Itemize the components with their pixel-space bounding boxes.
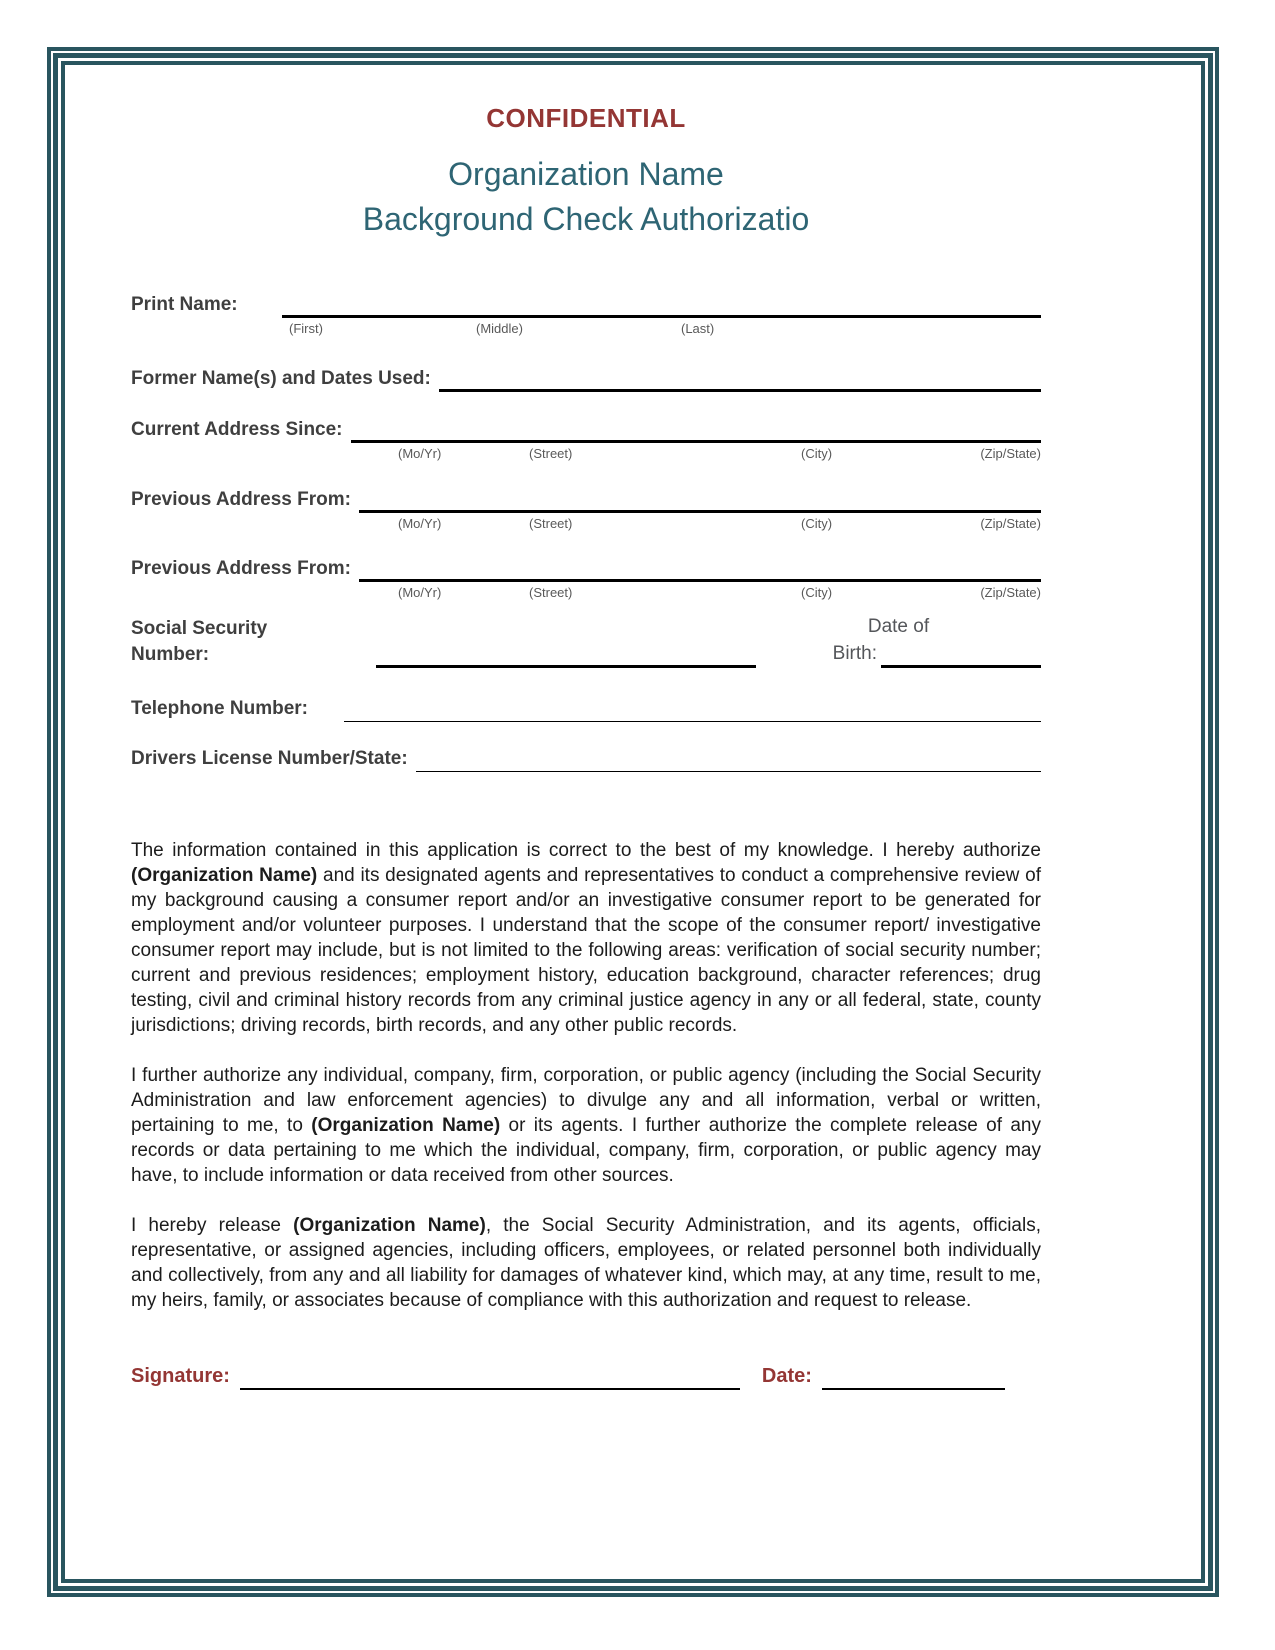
field-drivers-license — [131, 746, 1041, 772]
previous-address-1-line — [359, 487, 1041, 513]
page-border-middle — [53, 53, 1213, 1591]
dob-line — [881, 640, 1041, 668]
page-border-inner — [61, 61, 1205, 1583]
field-telephone — [131, 696, 1041, 722]
document-title — [131, 152, 1041, 242]
field-former-names — [131, 366, 1041, 392]
field-previous-address-1 — [131, 487, 1041, 513]
middle-sublabel: (Middle) — [476, 321, 523, 336]
authorization-text — [131, 838, 1041, 1313]
previous-address-2-line — [359, 556, 1041, 582]
signature-label: Signature: — [131, 1365, 230, 1387]
page-border-outer — [47, 47, 1219, 1597]
street-sublabel: (Street) — [529, 585, 573, 600]
former-names-line — [439, 366, 1041, 392]
previous-address-1-label: Previous Address From: — [131, 489, 351, 510]
field-ssn-dob — [131, 614, 1041, 668]
form-content — [131, 103, 1041, 1390]
signature-section — [131, 1363, 1041, 1390]
telephone-line — [344, 696, 1041, 722]
street-sublabel: (Street) — [529, 446, 573, 461]
confidential-banner: CONFIDENTIAL — [486, 103, 686, 133]
last-sublabel: (Last) — [681, 321, 715, 336]
first-sublabel: (First) — [289, 321, 323, 336]
moyr-sublabel: (Mo/Yr) — [398, 585, 442, 600]
authorization-paragraph-3: I hereby release (Organization Name), the Social Security Administration, and its agents, officials, representative, or assigned agencies, including officers, employees, or related personnel both individually and collectively, from any and all liability for damages of whatever kind, which may, at any time, result to me, my heirs, family, or associates because of compliance with this authorization and request to release. — [131, 1215, 1041, 1311]
dob-label-line2: Birth: — [832, 643, 877, 664]
previous-address-1-sublabels — [131, 513, 1041, 535]
ssn-label: Social Security Number: — [131, 618, 268, 665]
drivers-license-label: Drivers License Number/State: — [131, 748, 408, 769]
document-title-line1: Organization Name — [448, 156, 724, 192]
authorization-paragraph-1: The information contained in this application is correct to the best of my knowledge. I hereby authorize (Organization Name) and its designated agents and representatives to conduct a comprehensive review of my background causing a consumer report and/or an investigative consumer report to be generated for employment and/or volunteer purposes. I understand that the scope of the consumer report/ investigative consumer report may include, but is not limited to the following areas: verification of social security number; current and previous residences; employment history, education background, character references; drug testing, civil and criminal history records from any criminal justice agency in any or all federal, state, county jurisdictions; driving records, birth records, and any other public records. — [131, 840, 1041, 1036]
date-label: Date: — [761, 1365, 812, 1387]
moyr-sublabel: (Mo/Yr) — [398, 446, 442, 461]
field-print-name — [131, 292, 1041, 318]
current-address-line — [351, 417, 1041, 443]
zipstate-sublabel: (Zip/State) — [980, 516, 1041, 531]
field-previous-address-2 — [131, 556, 1041, 582]
date-line — [822, 1363, 1005, 1390]
dob-row — [756, 640, 1041, 668]
telephone-label: Telephone Number: — [131, 698, 308, 719]
document-title-line2: Background Check Authorizatio — [362, 201, 810, 237]
zipstate-sublabel: (Zip/State) — [980, 585, 1041, 600]
drivers-license-line — [416, 746, 1041, 772]
dob-block — [756, 614, 1041, 668]
former-names-label: Former Name(s) and Dates Used: — [131, 368, 431, 389]
ssn-line — [376, 642, 756, 668]
city-sublabel: (City) — [801, 516, 833, 531]
signature-line — [240, 1363, 740, 1390]
current-address-label: Current Address Since: — [131, 419, 343, 440]
moyr-sublabel: (Mo/Yr) — [398, 516, 442, 531]
previous-address-2-sublabels — [131, 582, 1041, 604]
current-address-sublabels — [131, 443, 1041, 465]
authorization-paragraph-2: I further authorize any individual, company, firm, corporation, or public agency (including the Social Security Administration and law enforcement agencies) to divulge any and all information, verbal or written, pertaining to me, to (Organization Name) or its agents. I further authorize the complete release of any records or data pertaining to me which the individual, company, firm, corporation, or public agency may have, to include information or data received from other sources. — [131, 1065, 1041, 1186]
dob-label-line1: Date of — [867, 616, 930, 637]
city-sublabel: (City) — [801, 585, 833, 600]
print-name-label: Print Name: — [131, 294, 238, 315]
city-sublabel: (City) — [801, 446, 833, 461]
print-name-line — [282, 292, 1041, 318]
print-name-sublabels — [131, 318, 1041, 340]
zipstate-sublabel: (Zip/State) — [980, 446, 1041, 461]
previous-address-2-label: Previous Address From: — [131, 558, 351, 579]
street-sublabel: (Street) — [529, 516, 573, 531]
field-current-address — [131, 417, 1041, 443]
